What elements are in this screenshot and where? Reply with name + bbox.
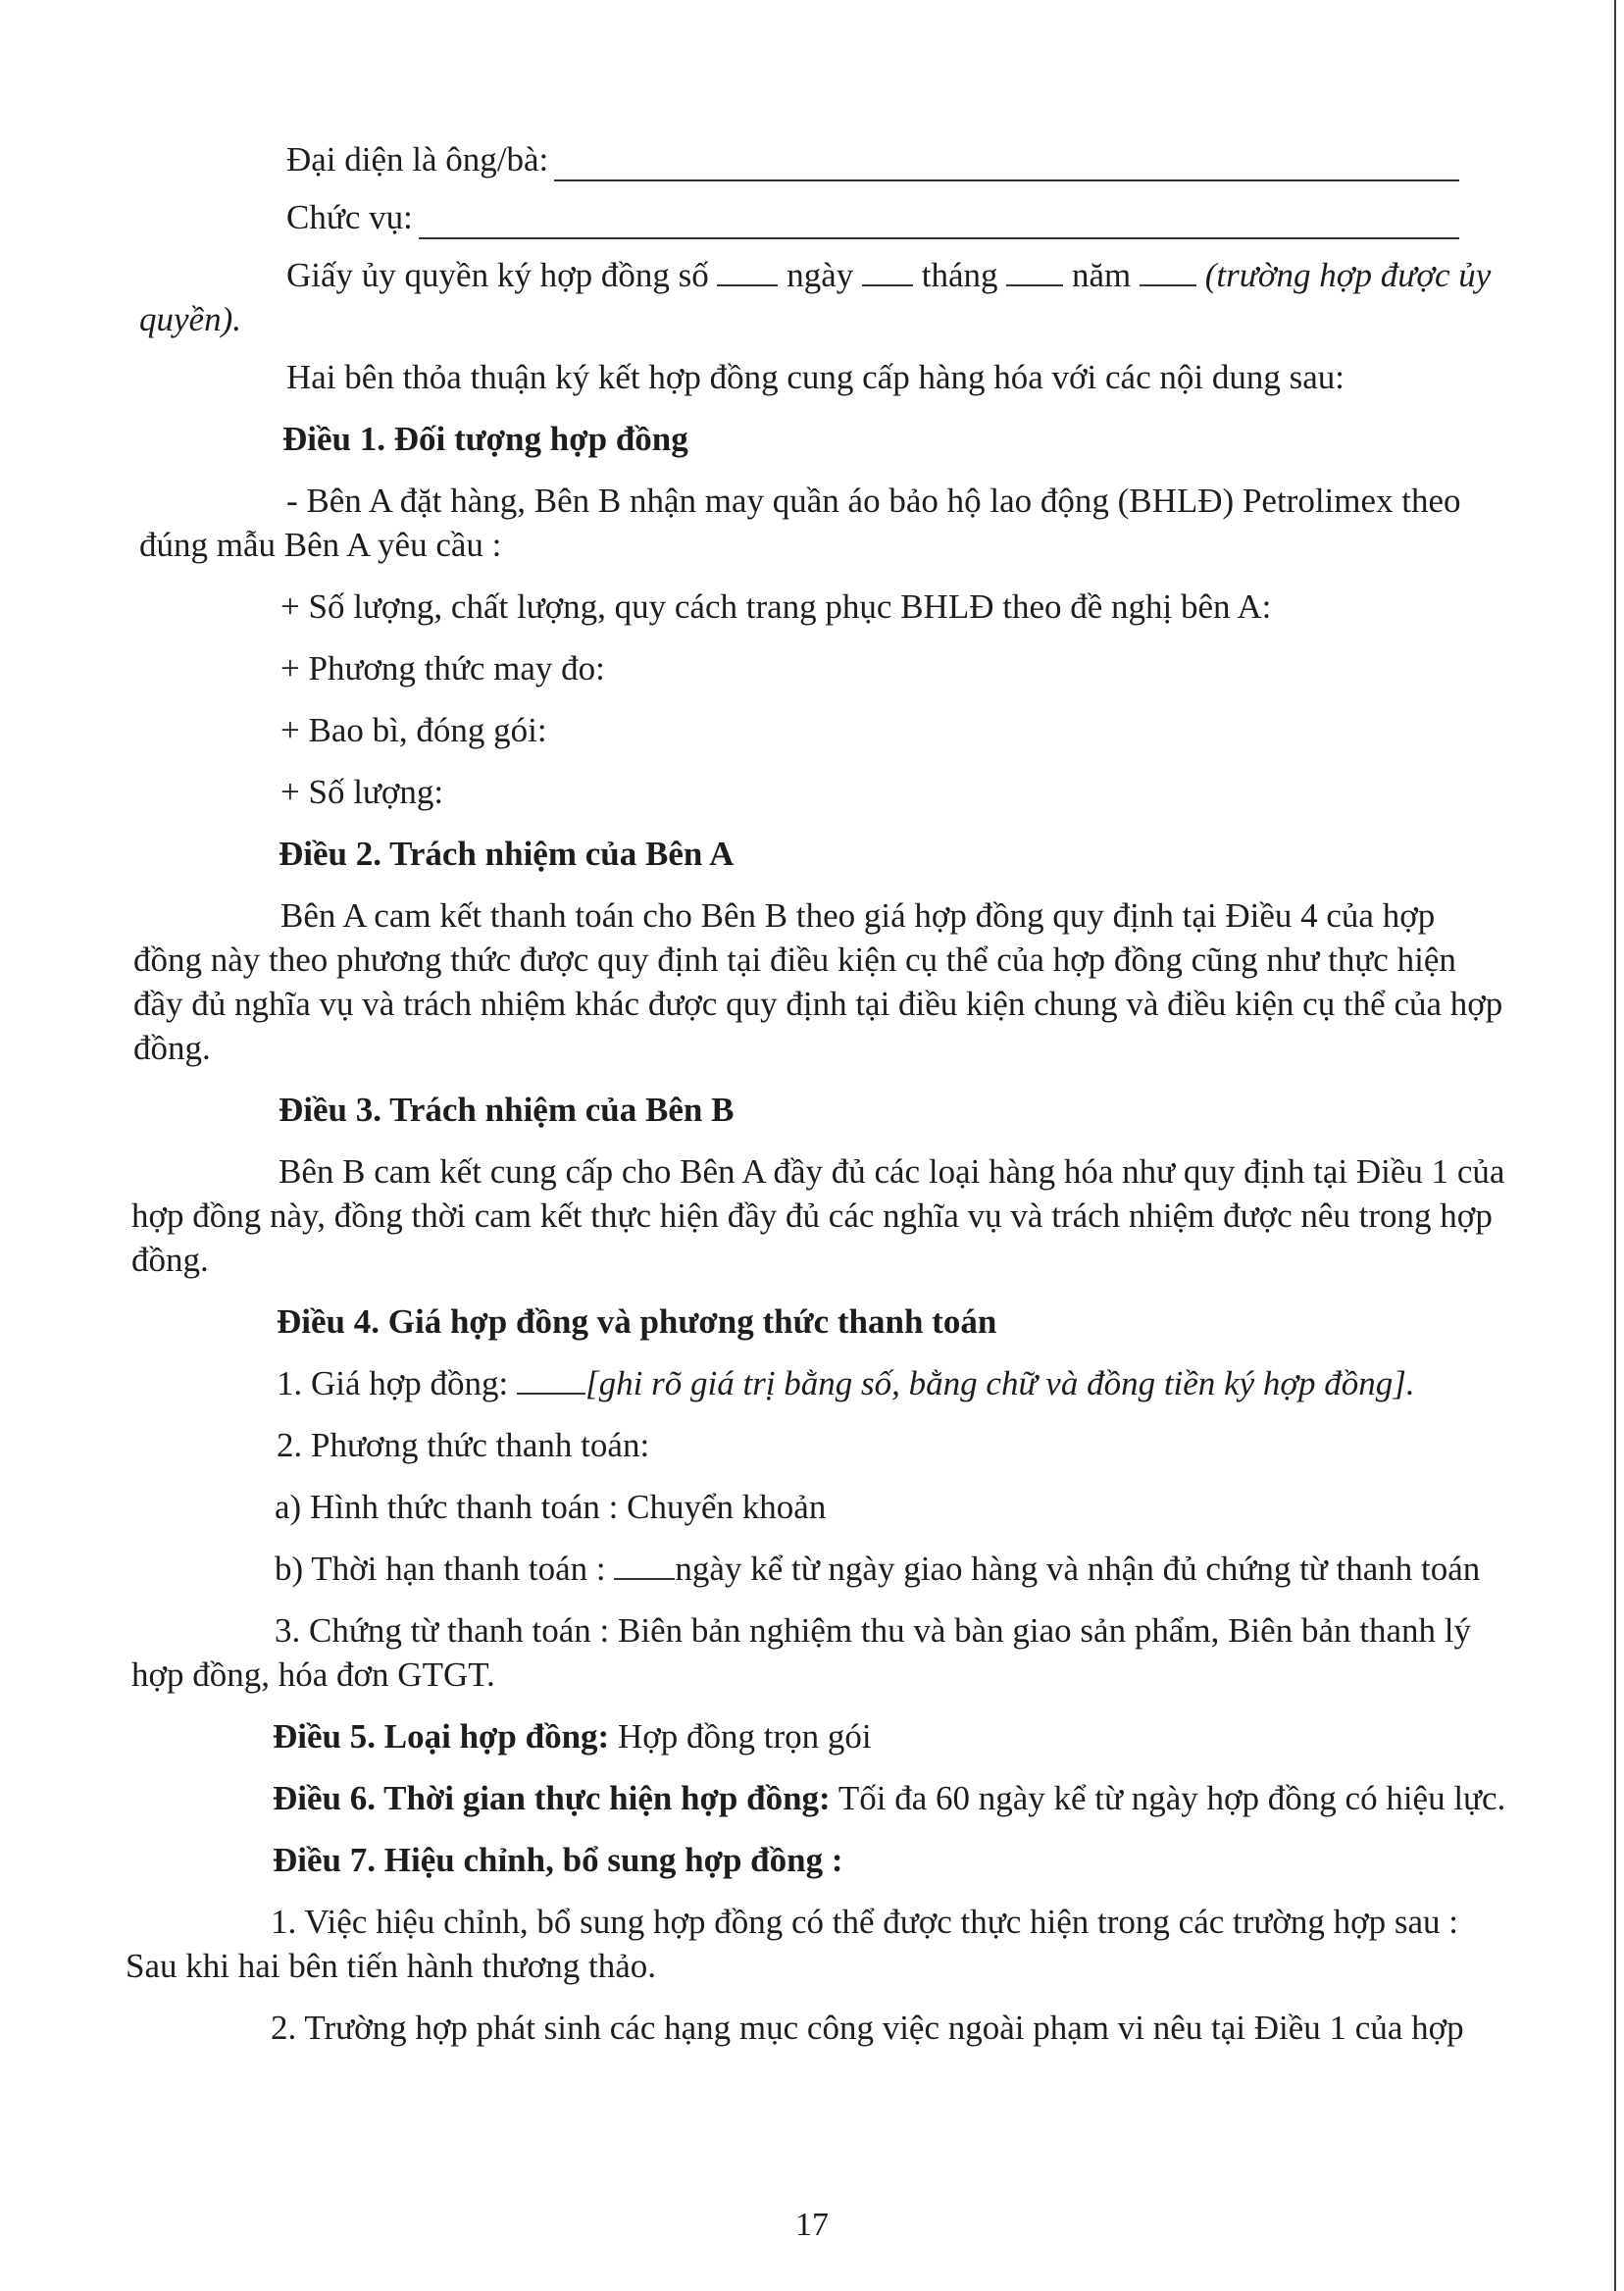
page-content [126, 137, 1510, 2067]
article-3-title: Điều 3. Trách nhiệm của Bên B [279, 1091, 735, 1129]
auth-month-blank [1006, 255, 1063, 286]
article-2-body: Bên A cam kết thanh toán cho Bên B theo giá hợp đồng quy định tại Điều 4 của hợp đồng này theo phương thức được quy định tại điều kiện cụ thể của hợp đồng cũng như thực hiện đầy đủ nghĩa vụ và trách nhiệm khác được quy định tại điều kiện chung và điều kiện cụ thể của hợp đồng. [133, 896, 1503, 1067]
auth-day: ngày [787, 256, 854, 294]
article-5 [196, 1714, 1510, 1758]
article-1-item: + Bao bì, đóng gói: [280, 711, 547, 749]
payment-term-label: b) Thời hạn thanh toán : [275, 1550, 606, 1588]
payment-term-text: ngày kể từ ngày giao hàng và nhận đủ chứng từ thanh toán [675, 1550, 1481, 1588]
price-label: 1. Giá hợp đồng: [277, 1364, 509, 1402]
article-2-title: Điều 2. Trách nhiệm của Bên A [279, 835, 735, 873]
intro-text: Hai bên thỏa thuận ký kết hợp đồng cung cấp hàng hóa với các nội dung sau: [286, 358, 1345, 396]
rep-blank [554, 152, 1459, 181]
auth-year: năm [1072, 256, 1132, 294]
position-line [196, 195, 1510, 239]
auth-month: tháng [921, 256, 998, 294]
rep-label: Đại diện là ông/bà: [286, 140, 549, 178]
article-1-item: + Số lượng, chất lượng, quy cách trang phục BHLĐ theo đề nghị bên A: [280, 587, 1272, 626]
article-4-title: Điều 4. Giá hợp đồng và phương thức thanh toán [277, 1302, 997, 1341]
payment-documents: 3. Chứng từ thanh toán : Biên bản nghiệm thu và bàn giao sản phẩm, Biên bản thanh lý hợp đồng, hóa đơn GTGT. [131, 1611, 1471, 1694]
page-number: 17 [795, 2207, 829, 2243]
auth-note: (trường hợp được ủy quyền). [139, 256, 1492, 338]
payment-term-blank [614, 1549, 675, 1580]
position-label: Chức vụ: [286, 198, 413, 236]
article-7-title: Điều 7. Hiệu chỉnh, bổ sung hợp đồng : [273, 1841, 843, 1879]
article-7-para-2: 2. Trường hợp phát sinh các hạng mục công việc ngoài phạm vi nêu tại Điều 1 của hợp [271, 2009, 1464, 2047]
authorization-line [139, 253, 1510, 341]
article-5-title: Điều 5. Loại hợp đồng: [273, 1717, 610, 1756]
payment-method-label: 2. Phương thức thanh toán: [277, 1426, 650, 1464]
payment-method-b [196, 1547, 1510, 1591]
article-6-title: Điều 6. Thời gian thực hiện hợp đồng: [273, 1779, 831, 1817]
article-1-item: + Số lượng: [280, 773, 444, 811]
article-1-item: + Phương thức may đo: [280, 649, 605, 687]
rep-line [196, 137, 1510, 181]
article-1-title: Điều 1. Đối tượng hợp đồng [282, 420, 688, 458]
price-blank [517, 1363, 585, 1395]
auth-number-blank [717, 255, 778, 286]
article-3-body: Bên B cam kết cung cấp cho Bên A đầy đủ các loại hàng hóa như quy định tại Điều 1 của hợp đồng này, đồng thời cam kết thực hiện đầy đủ các nghĩa vụ và trách nhiệm được nêu trong hợp đồng. [131, 1152, 1505, 1279]
auth-pre: Giấy ủy quyền ký hợp đồng số [286, 256, 709, 294]
article-5-value: Hợp đồng trọn gói [617, 1717, 872, 1756]
price-note: [ghi rõ giá trị bằng số, bằng chữ và đồng tiền ký hợp đồng]. [585, 1364, 1415, 1402]
scan-edge-line [1614, 0, 1616, 2291]
article-1-body: - Bên A đặt hàng, Bên B nhận may quần áo bảo hộ lao động (BHLĐ) Petrolimex theo đúng mẫu Bên A yêu cầu : [139, 482, 1461, 564]
payment-method-a: a) Hình thức thanh toán : Chuyển khoản [275, 1488, 827, 1526]
auth-day-blank [862, 255, 913, 286]
article-4-price-line [196, 1361, 1510, 1405]
article-6 [196, 1776, 1510, 1820]
article-6-value: Tối đa 60 ngày kể từ ngày hợp đồng có hiệu lực. [837, 1779, 1506, 1817]
article-7-para-1: 1. Việc hiệu chỉnh, bổ sung hợp đồng có thể được thực hiện trong các trường hợp sau : Sau khi hai bên tiến hành thương thảo. [126, 1903, 1459, 1985]
position-blank [419, 210, 1459, 239]
auth-year-blank [1140, 255, 1196, 286]
